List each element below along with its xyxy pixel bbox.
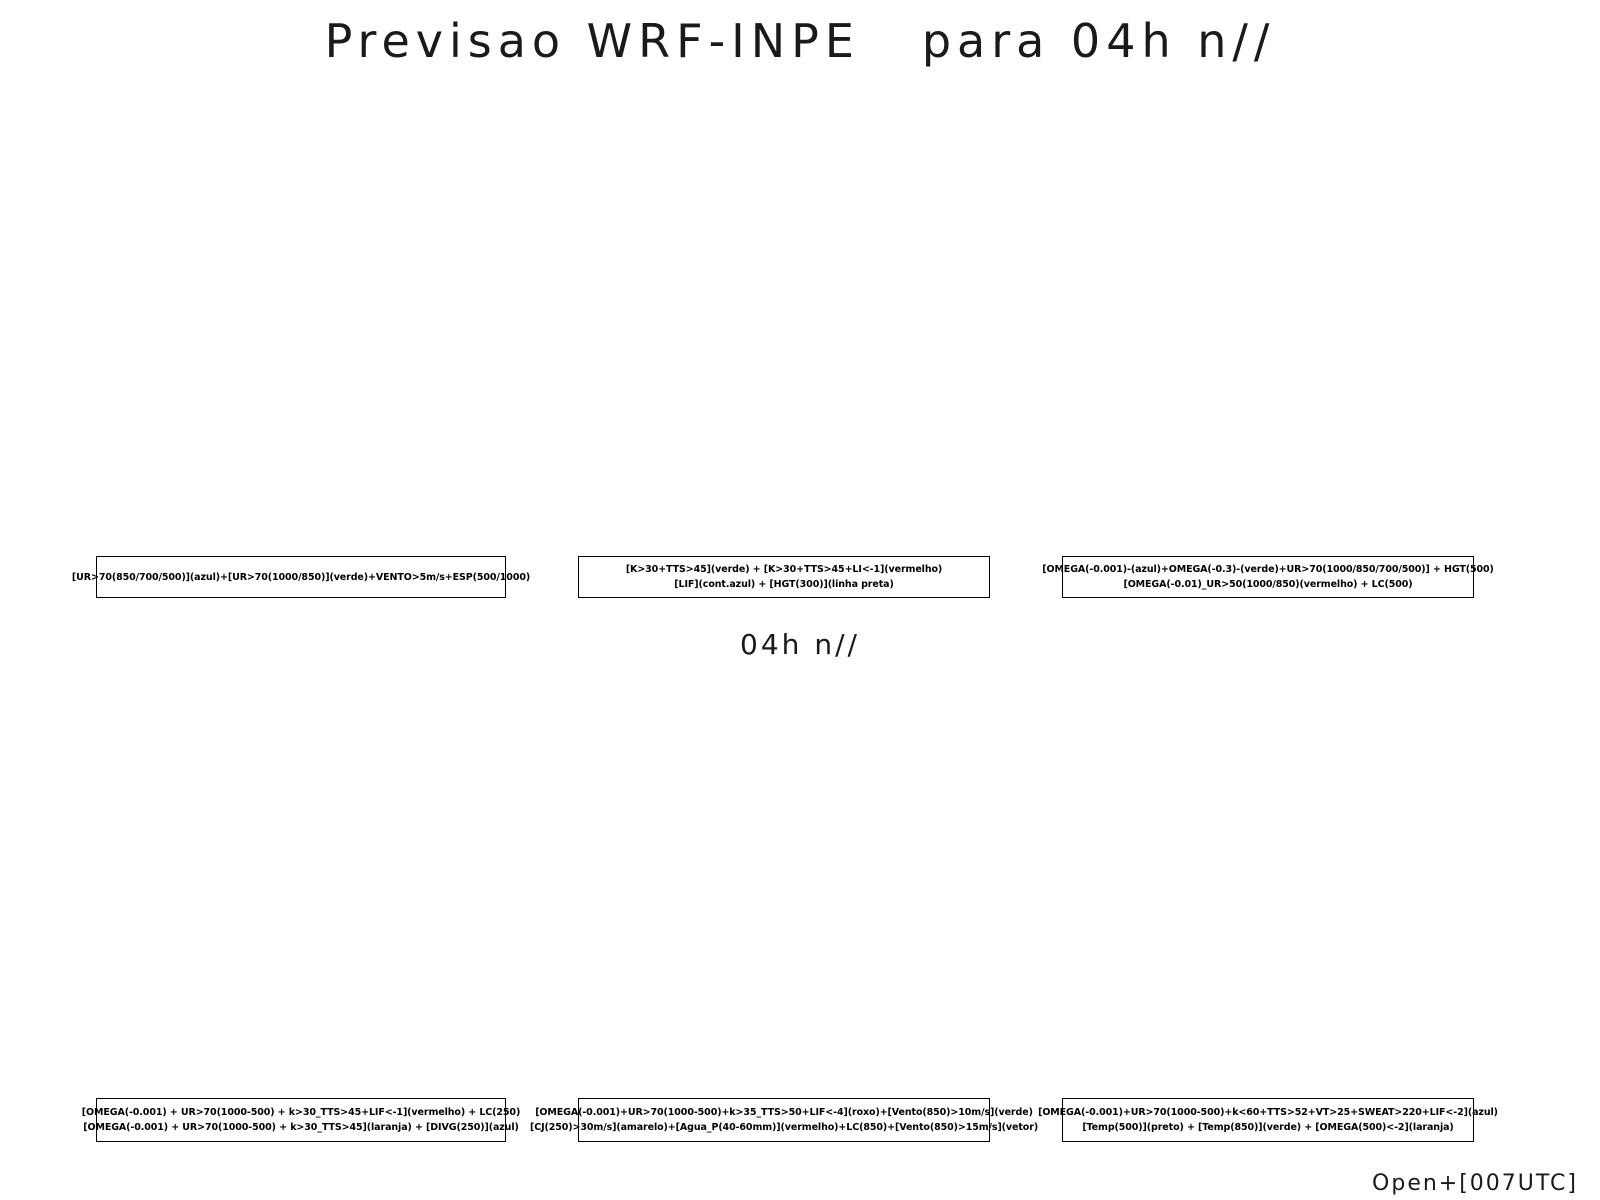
legend-k-index-lifted	[578, 556, 990, 598]
legend-omega-cj-agua	[529, 1098, 1039, 1142]
legend-line: [OMEGA(-0.001)+UR>70(1000-500)+k>35_TTS>50+LIF<-4](roxo)+[Vento(850)>10m/s](verde)	[535, 1107, 1033, 1118]
legend-line: [OMEGA(-0.01)_UR>50(1000/850)(vermelho) + LC(500)	[1123, 579, 1413, 590]
legend-omega-lc-divg	[81, 1098, 521, 1142]
corner-stamp: Open+[007UTC]	[1372, 1171, 1578, 1196]
legend-line: [UR>70(850/700/500)](azul)+[UR>70(1000/850)](verde)+VENTO>5m/s+ESP(500/1000)	[71, 571, 531, 583]
legend-line: [K>30+TTS>45](verde) + [K>30+TTS>45+LI<-1](vermelho)	[625, 564, 943, 575]
page-title: Previsao WRF-INPE para 04h n//	[324, 14, 1276, 68]
legend-line: [OMEGA(-0.001) + UR>70(1000-500) + k>30_TTS>45](laranja) + [DIVG(250)](azul)	[83, 1122, 519, 1133]
legend-line: [Temp(500)](preto) + [Temp(850)](verde) + [OMEGA(500)<-2](laranja)	[1082, 1122, 1454, 1133]
legend-line: [CJ(250)>30m/s](amarelo)+[Agua_P(40-60mm)](vermelho)+LC(850)+[Vento(850)>15m/s](vetor)	[529, 1122, 1039, 1133]
mid-subtitle: 04h n//	[740, 628, 860, 661]
legend-line: [LIF](cont.azul) + [HGT(300)](linha preta)	[674, 579, 894, 590]
legend-omega-hgt	[1042, 556, 1494, 598]
legend-omega-sweat-temp	[1038, 1098, 1498, 1142]
legend-line: [OMEGA(-0.001)+UR>70(1000-500)+k<60+TTS>52+VT>25+SWEAT>220+LIF<-2](azul)	[1038, 1107, 1498, 1118]
legend-humidity-wind	[71, 556, 531, 598]
legend-line: [OMEGA(-0.001) + UR>70(1000-500) + k>30_TTS>45+LIF<-1](vermelho) + LC(250)	[81, 1107, 521, 1118]
legend-line: [OMEGA(-0.001)-(azul)+OMEGA(-0.3)-(verde)+UR>70(1000/850/700/500)] + HGT(500)	[1042, 564, 1494, 575]
